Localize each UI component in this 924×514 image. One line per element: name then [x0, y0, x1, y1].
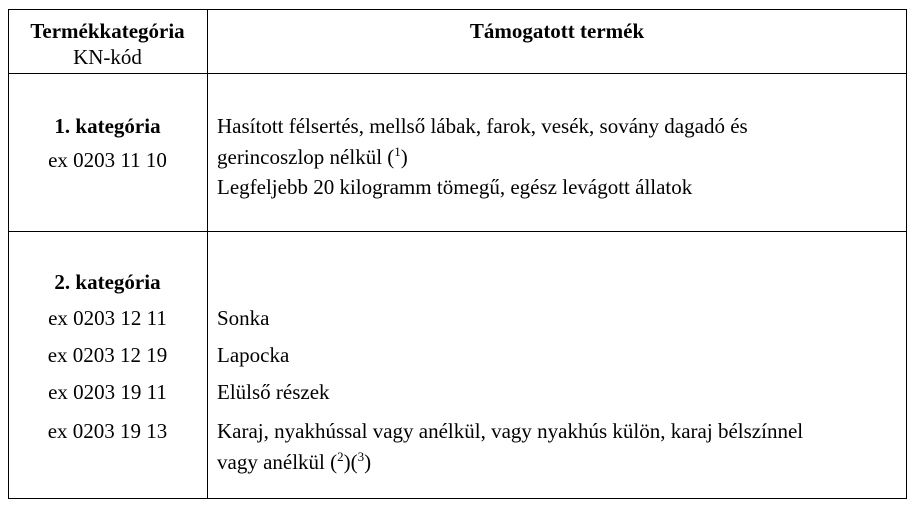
header-col1-title: Termékkategória	[30, 19, 185, 43]
footnote-ref: 1	[394, 144, 401, 159]
category2-product: Sonka	[217, 306, 270, 330]
header-col1-subtitle: KN-kód	[73, 45, 142, 69]
footnote-ref: 3	[357, 449, 365, 464]
category2-product: Lapocka	[217, 343, 290, 367]
category1-product-line1: Hasított félsertés, mellső lábak, farok, vesék, sovány dagadó és	[217, 114, 748, 138]
category2-product: Karaj, nyakhússal vagy anélkül, vagy nyakhús külön, karaj bélszínnel	[217, 419, 804, 443]
header-col2-title: Támogatott termék	[469, 19, 645, 43]
column-divider	[207, 10, 208, 498]
category1-title: 1. kategória	[54, 114, 161, 138]
row-divider	[9, 231, 906, 232]
category2-code: ex 0203 12 19	[47, 343, 168, 367]
header-divider	[9, 73, 906, 74]
category2-code: ex 0203 12 11	[48, 306, 167, 330]
category2-product: Elülső részek	[217, 380, 330, 404]
category2-code: ex 0203 19 13	[47, 419, 168, 443]
category2-product-continuation: vagy anélkül ($^2$)($^3$)	[217, 449, 372, 474]
category1-product-line2: gerincoszlop nélkül ($^1$)	[217, 144, 408, 169]
category2-code: ex 0203 19 11	[48, 380, 167, 404]
category1-code: ex 0203 11 10	[48, 148, 167, 172]
category2-title: 2. kategória	[54, 270, 161, 294]
footnote-ref: 2	[337, 449, 344, 464]
category1-product-line3: Legfeljebb 20 kilogramm tömegű, egész levágott állatok	[217, 175, 693, 199]
